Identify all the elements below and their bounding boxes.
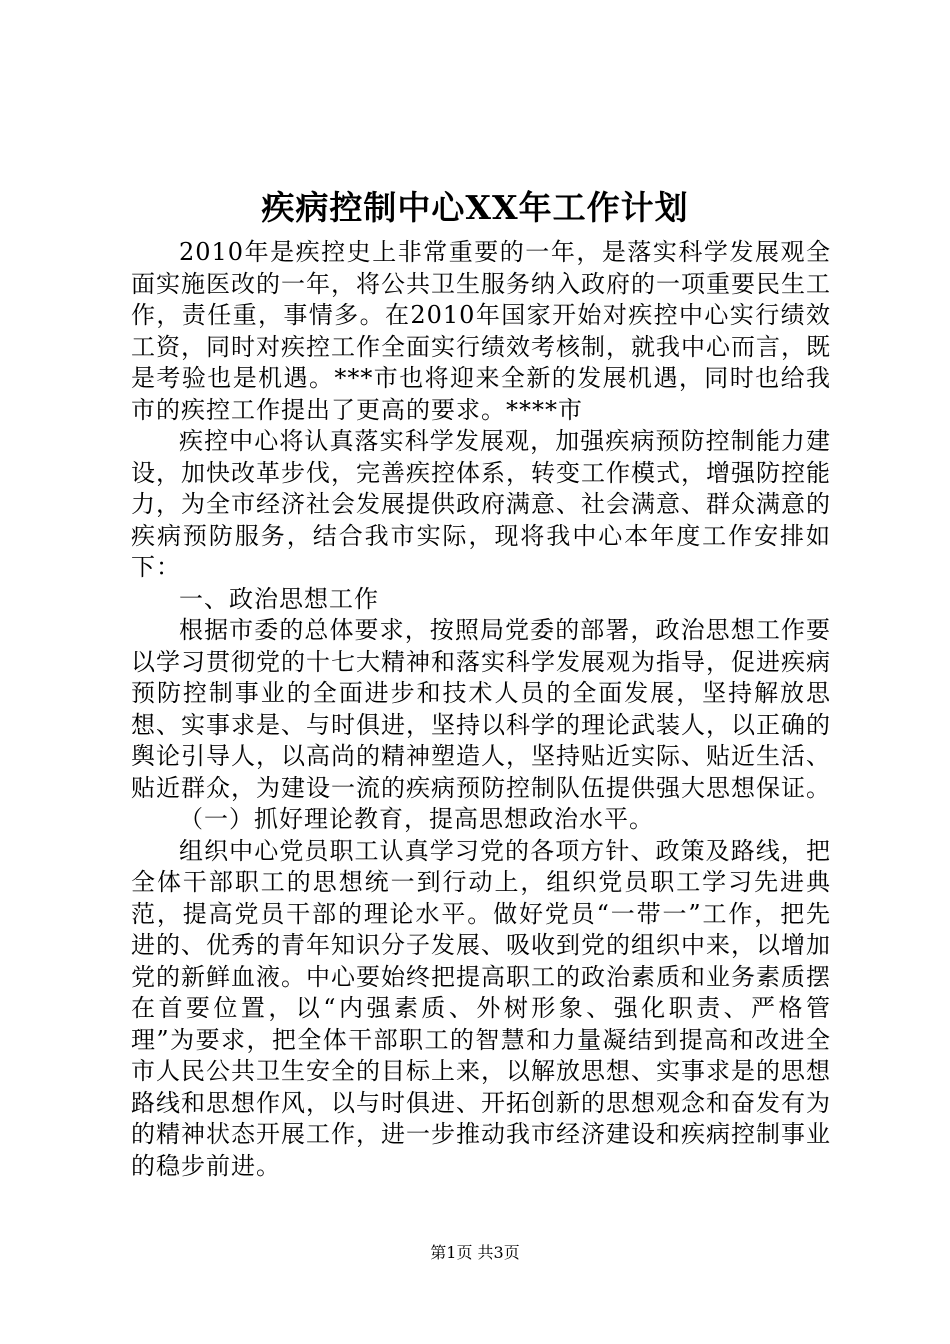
paragraph-4: 组织中心党员职工认真学习党的各项方针、政策及路线，把全体干部职工的思想统一到行动上，组织党员职工学习先进典范，提高党员干部的理论水平。做好党员“一带一”工作，把先进的、优秀的青年知识分子发展、吸收到党的组织中来，以增加党的新鲜血液。中心要始终把提高职工的政治素质和业务素质摆在首要位置，以“内强素质、外树形象、强化职责、严格管理”为要求，把全体干部职工的智慧和力量凝结到提高和改进全市人民公共卫生安全的目标上来，以解放思想、实事求是的思想路线和思想作风，以与时俱进、开拓创新的思想观念和奋发有为的精神状态开展工作，进一步推动我市经济建设和疾病控制事业的稳步前进。	[131, 836, 831, 1180]
page-footer: 第1页 共3页	[430, 1243, 520, 1262]
document-title: 疾病控制中心XX年工作计划	[261, 188, 689, 227]
paragraph-1: 2010年是疾控史上非常重要的一年，是落实科学发展观全面实施医改的一年，将公共卫生服务纳入政府的一项重要民生工作，责任重，事情多。在2010年国家开始对疾控中心实行绩效工资，同时对疾控工作全面实行绩效考核制，就我中心而言，既是考验也是机遇。***市也将迎来全新的发展机遇，同时也给我市的疾控工作提出了更高的要求。****市	[131, 238, 831, 424]
section-heading-1: 一、政治思想工作	[179, 584, 379, 613]
subsection-heading-1: （一）抓好理论教育，提高思想政治水平。	[179, 805, 654, 833]
paragraph-2: 疾控中心将认真落实科学发展观，加强疾病预防控制能力建设，加快改革步伐，完善疾控体系，转变工作模式，增强防控能力，为全市经济社会发展提供政府满意、社会满意、群众满意的疾病预防服务，结合我市实际，现将我中心本年度工作安排如下：	[131, 427, 831, 581]
document-body	[131, 237, 831, 1182]
paragraph-3: 根据市委的总体要求，按照局党委的部署，政治思想工作要以学习贯彻党的十七大精神和落实科学发展观为指导，促进疾病预防控制事业的全面进步和技术人员的全面发展，坚持解放思想、实事求是、与时俱进，坚持以科学的理论武装人，以正确的舆论引导人，以高尚的精神塑造人，坚持贴近实际、贴近生活、贴近群众，为建设一流的疾病预防控制队伍提供强大思想保证。	[131, 616, 831, 802]
